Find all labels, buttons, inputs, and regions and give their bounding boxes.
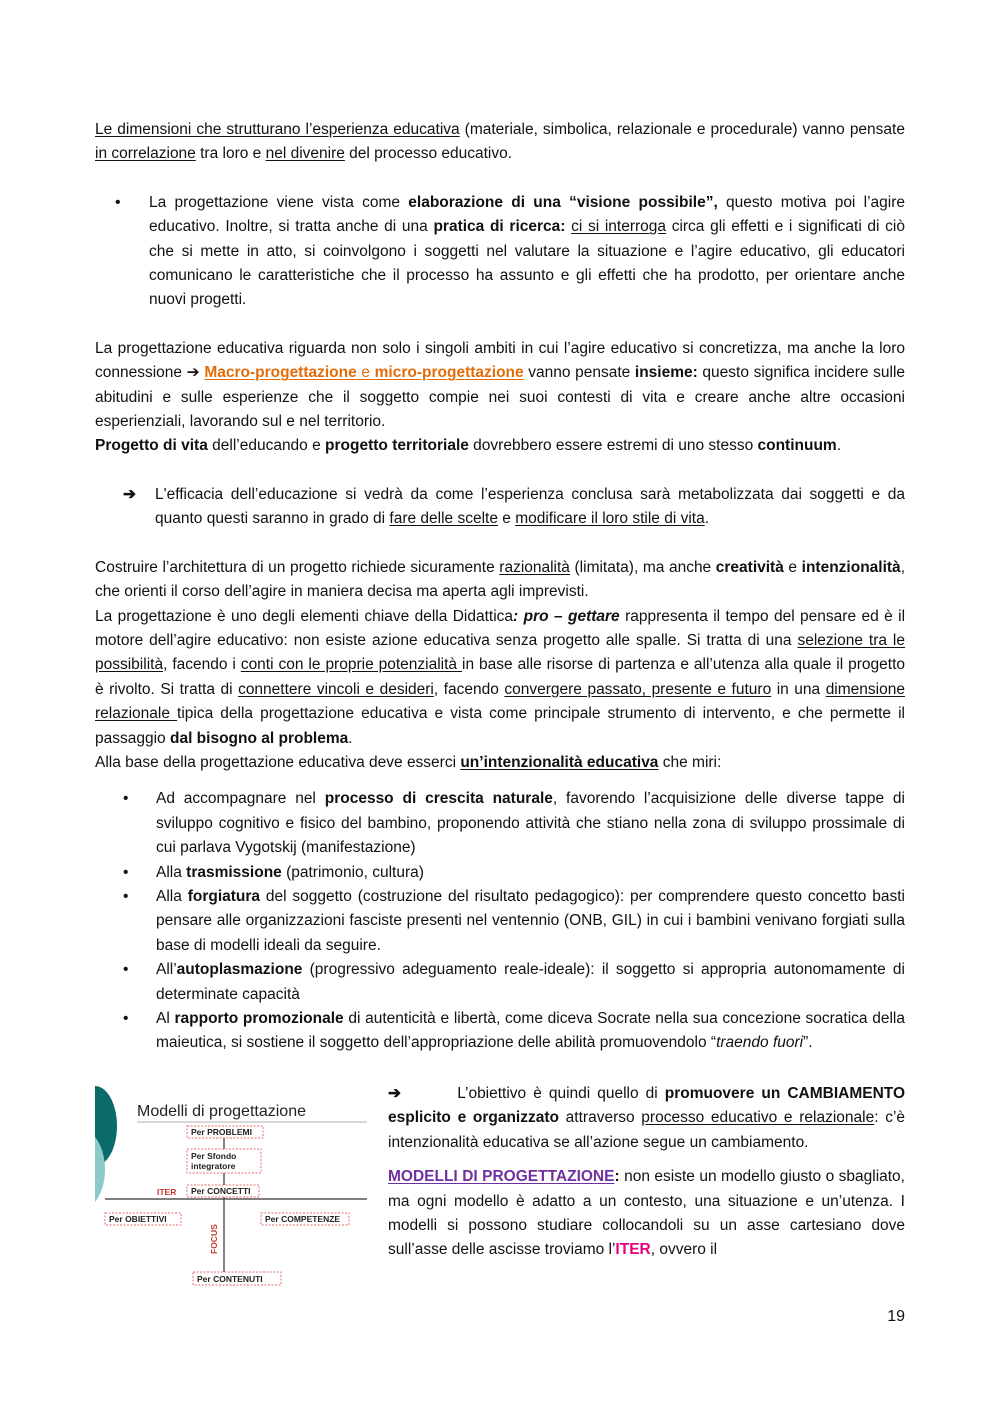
list-item: • Ad accompagnare nel processo di crescita naturale, favorendo l’acquisizione delle diverse tappe di sviluppo cognitivo e fisico del bambino, proponendo attività che stiano nella zona di sviluppo prossimale di cui parlava Vygotskij (manifestazione) xyxy=(123,790,905,857)
paragraph-intenzionalita: Alla base della progettazione educativa deve esserci un’intenzionalità educativa che miri: xyxy=(95,753,722,771)
diagram-title: Modelli di progettazione xyxy=(137,1103,306,1120)
svg-text:Per CONTENUTI: Per CONTENUTI xyxy=(197,1274,263,1284)
iter-label: ITER xyxy=(157,1187,177,1197)
arrow-icon: ➔ xyxy=(186,364,200,382)
svg-text:Per Sfondo: Per Sfondo xyxy=(191,1151,237,1161)
arrow-icon: ➔ xyxy=(388,1085,401,1102)
focus-label: FOCUS xyxy=(209,1224,219,1254)
paragraph-architettura: Costruire l’architettura di un progetto richiede sicuramente razionalità (limitata), ma anche creatività e intenzionalità, che orienti il corso dell’agire in maniera decisa ma aperta agli imprevisti. xyxy=(95,558,905,601)
bullet-marker: • xyxy=(115,193,121,211)
svg-text:Per OBIETTIVI: Per OBIETTIVI xyxy=(109,1214,167,1224)
paragraph-didattica: La progettazione è uno degli elementi chiave della Didattica: pro – gettare rappresenta il tempo del pensare ed è il motore dell’agire educativo: non esiste azione educativa senza progetto alle spalle. Si tratta di una selezione tra le possibilità, facendo i conti con le proprie potenzialità in base alle risorse di partenza e all’utenza alla quale il progetto è rivolto. Si tratta di connettere vincoli e desideri, facendo convergere passato, presente e futuro in una dimensione relazionale tipica della progettazione educativa e vista come principale strumento di intervento, e che permette il passaggio dal bisogno al problema. xyxy=(95,607,906,747)
paragraph-connessione: La progettazione educativa riguarda non solo i singoli ambiti in cui l’agire educativo si concretizza, ma anche la loro connessione ➔ Macro-progettazione e micro-progettazione vanno pensate insieme: questo significa incidere sulle abitudini e sulle esperienze che il soggetto compie nei suoi contesti di vita e creare anche altre occasioni esperienziali, lavorando sul e nel territorio. xyxy=(95,339,906,431)
svg-text:Per CONCETTI: Per CONCETTI xyxy=(191,1186,251,1196)
arrow-item-efficacia: ➔ L'efficacia dell’educazione si vedrà da come l’esperienza conclusa sarà metabolizzata dai soggetti e da quanto questi saranno in grado di fare delle scelte e modificare il loro stile di vita. xyxy=(123,483,905,532)
right-column xyxy=(388,1082,905,1263)
arrow-icon: ➔ xyxy=(123,485,136,503)
paragraph-dimensioni: Le dimensioni che strutturano l’esperienza educativa (materiale, simbolica, relazionale e procedurale) vanno pensate in correlazione tra loro e nel divenire del processo educativo. xyxy=(95,121,905,163)
list-item: • All’autoplasmazione (progressivo adeguamento reale-ideale): il soggetto si appropria autonomamente di determinate capacità xyxy=(123,961,905,1003)
modelli-diagram xyxy=(95,1082,375,1297)
paragraph-obiettivo: ➔ L’obiettivo è quindi quello di promuovere un CAMBIAMENTO esplicito e organizzato attraverso processo educativo e relazionale: c’è intenzionalità educativa se all’azione segue un cambiamento. xyxy=(388,1085,906,1151)
paragraph-modelli: MODELLI DI PROGETTAZIONE: non esiste un modello giusto o sbagliato, ma ogni modello è adatto a un contesto, una situazione e un’utenza. I modelli si possono studiare collocandoli su un asse cartesiano dove sull’asse delle ascisse troviamo l’ITER, ovvero il xyxy=(388,1168,905,1259)
svg-text:Per COMPETENZE: Per COMPETENZE xyxy=(265,1214,341,1224)
list-item: • Al rapporto promozionale di autenticità e libertà, come diceva Socrate nella sua concezione socratica della maieutica, si sostiene il soggetto dell’appropriazione delle abilità promuovendolo “traendo fuori”. xyxy=(123,1010,905,1052)
list-item: • Alla forgiatura del soggetto (costruzione del risultato pedagogico): per comprendere questo concetto basti pensare alle organizzazioni fasciste presenti nel ventennio (ONB, GIL) in cui i bambini venivano forgiati sulla base di modelli ideali da seguire. xyxy=(123,887,905,954)
svg-text:integratore: integratore xyxy=(191,1161,236,1171)
bullet-item-visione: • La progettazione viene vista come elaborazione di una “visione possibile”, questo motiva poi l’agire educativo. Inoltre, si tratta anche di una pratica di ricerca: ci si interroga circa gli effetti e i significati di ciò che si mette in atto, si coinvolgono i soggetti nel valutare la situazione e l’agire educativo, gli educatori comunicano le caratteristiche che il processo ha assunto e gli effetti che ha prodotto, per orientare anche nuovi progetti. xyxy=(115,191,905,313)
paragraph-progetto-vita: Progetto di vita dell’educando e progetto territoriale dovrebbero essere estremi di uno stesso continuum. xyxy=(95,437,842,455)
page-number: 19 xyxy=(887,1308,905,1325)
svg-text:Per PROBLEMI: Per PROBLEMI xyxy=(191,1127,252,1137)
document-page xyxy=(95,118,905,1056)
list-item: • Alla trasmissione (patrimonio, cultura) xyxy=(123,863,424,881)
